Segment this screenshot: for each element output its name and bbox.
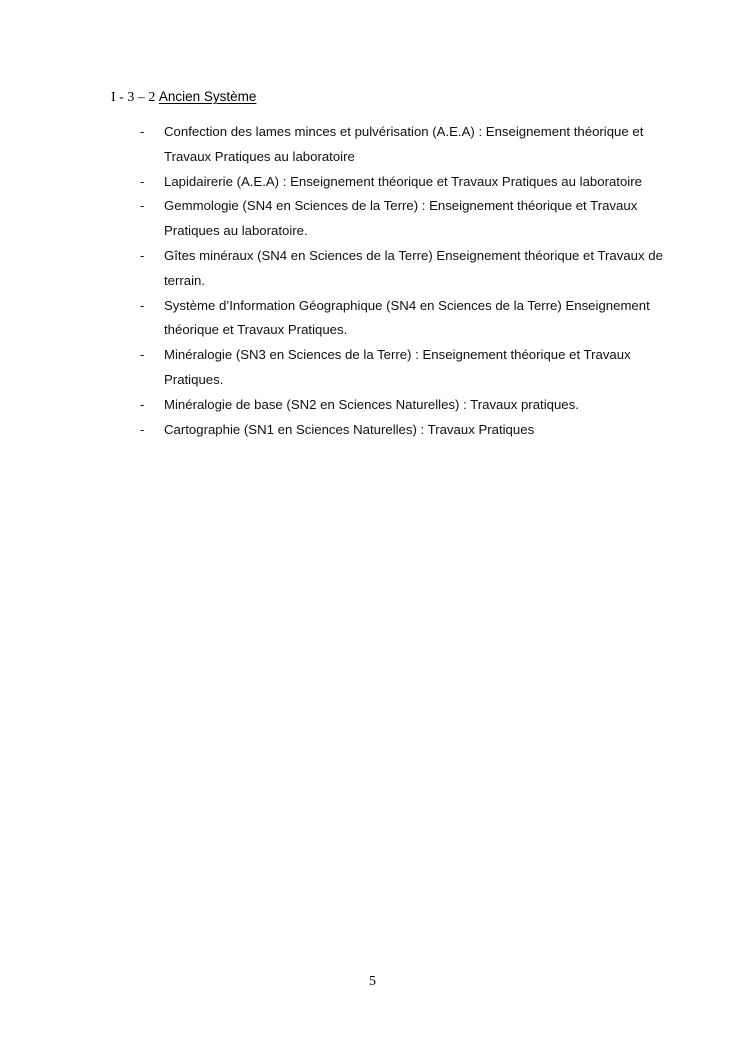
list-item-text: Gîtes minéraux (SN4 en Sciences de la Terre) Enseignement théorique et Travaux de terrain. bbox=[164, 247, 663, 288]
list-item bbox=[140, 294, 670, 344]
list-item-text: Gemmologie (SN4 en Sciences de la Terre) : Enseignement théorique et Travaux Pratiques au laboratoire. bbox=[164, 198, 638, 239]
bullet-dash: - bbox=[140, 347, 145, 363]
list-item-text: Minéralogie (SN3 en Sciences de la Terre) : Enseignement théorique et Travaux Pratiques. bbox=[164, 347, 631, 387]
bullet-dash: - bbox=[140, 173, 145, 189]
bullet-dash: - bbox=[140, 124, 145, 139]
page-number: 5 bbox=[369, 974, 376, 989]
bullet-dash: - bbox=[140, 297, 145, 313]
list-item-text: Lapidairerie (A.E.A) : Enseignement théorique et Travaux Pratiques au laboratoire bbox=[164, 173, 642, 189]
bullet-dash: - bbox=[140, 198, 145, 214]
list-item bbox=[140, 194, 670, 244]
section-heading bbox=[111, 88, 256, 107]
list-item bbox=[140, 244, 670, 294]
section-title: Ancien Système bbox=[158, 89, 257, 104]
list-item bbox=[140, 120, 670, 170]
list-item-text: Minéralogie de base (SN2 en Sciences Naturelles) : Travaux pratiques. bbox=[164, 396, 579, 412]
list-item bbox=[140, 393, 670, 418]
list-item-text: Système d’Information Géographique (SN4 en Sciences de la Terre) Enseignement théorique et Travaux Pratiques. bbox=[164, 297, 650, 338]
bullet-dash: - bbox=[140, 396, 145, 412]
course-list bbox=[140, 120, 670, 442]
list-item-text: Confection des lames minces et pulvérisation (A.E.A) : Enseignement théorique et Travaux Pratiques au laboratoire bbox=[164, 124, 644, 164]
list-item bbox=[140, 170, 670, 195]
section-number: I - 3 – 2 bbox=[111, 90, 156, 105]
bullet-dash: - bbox=[140, 421, 145, 437]
list-item bbox=[140, 343, 670, 393]
list-item bbox=[140, 418, 670, 443]
list-item-text: Cartographie (SN1 en Sciences Naturelles) : Travaux Pratiques bbox=[164, 421, 535, 437]
bullet-dash: - bbox=[140, 247, 145, 263]
